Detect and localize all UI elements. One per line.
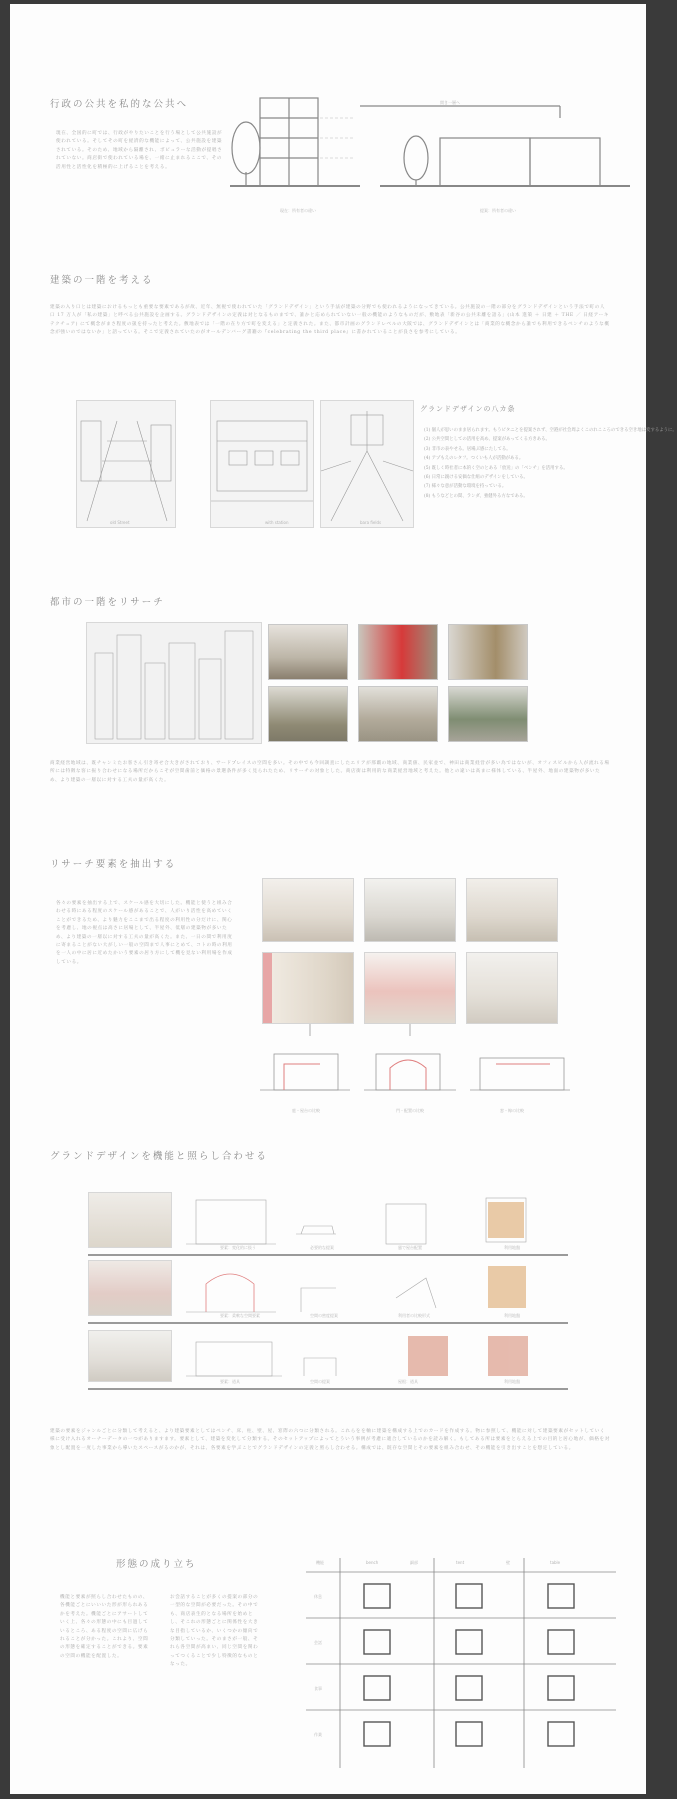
row-caption: 屋根：道具 [398, 1379, 418, 1384]
list-item: (5) 既しく時社者に本的く空のとある「放送」の「ベンチ」を活用する。 [424, 465, 568, 471]
drawing-caption: 庭・屋台の比較 [292, 1108, 320, 1113]
presentation-sheet [10, 4, 677, 1794]
section-title-ground-floor: 建築の一階を考える [50, 275, 154, 286]
section-title-research: 都市の一階をリサーチ [50, 597, 165, 608]
row-caption: 要素：道具 [220, 1379, 240, 1384]
element-photo [262, 952, 354, 1024]
arrow-label: 開き一層へ [440, 100, 460, 105]
row-caption: 風で屋台配置 [398, 1245, 422, 1250]
row-caption: 要素：変化的に扱う [220, 1245, 256, 1250]
sketch-caption-3: bara fields [360, 520, 382, 525]
list-item: (8) もうなどとの間、ランダ、強健外る方なである。 [424, 493, 528, 499]
function-drawings-row1 [186, 1190, 586, 1250]
section-body-match: 建築の要素をジャンルごとに分類して考えると、より建築要素としてはベンチ、床、柱、壁、屋、窓際の六つに分類される。これらをを軸に建築を構成する上でのカードを作成する。物に参照して、機能に対して建築要素がセットしていく様に受け入れるオーナーデータの一つがありますます。要素として、建築を変化して分類する。そのセットアップによってとういう事例が考慮に適合しているのかを読み解く。もしてある所は要素をとらえる上での目的と居心地が、価格を対象とし配置を一度した事業から導いたスペースがるのかが、それは、各要素を学ぶことでグランドデザインの定義と照らし合わせる。構成では、既存な空間とその要素を組み合わせ、その機能を引き出すことを想定している。 [50, 1429, 610, 1451]
sketch-caption-2: with station [265, 520, 289, 525]
element-drawings [260, 1024, 570, 1106]
row-caption: 必要的な提案 [310, 1245, 334, 1250]
grid-row-label: 休息 [314, 1594, 322, 1599]
list-item: (2) 公共空間としての活用を高め、提案があってくる方きある。 [424, 437, 550, 443]
section-title-match: グランドデザインを機能と照らし合わせる [50, 1151, 268, 1162]
sketch-with-station [210, 400, 314, 528]
row-caption: 空間の密度提案 [310, 1313, 338, 1318]
row-caption: 利用地盤 [504, 1313, 520, 1318]
grid-header: tent [456, 1560, 465, 1565]
element-photo [364, 878, 456, 942]
row-divider [88, 1388, 568, 1390]
section-diagram [230, 88, 630, 216]
function-photo [88, 1192, 172, 1248]
section-body-research: 商業経営地域は、既チャンミたお客さん引き寄せ合大きがされており、サードプレイスの空間を多い。その中でも今回調査にしたエリアが那覇の地域、商業値、民家並で、神田は商業経営が多い為ではないが、オフィスビルから人が流れる場所には特徴な客に振り合わせになる場所だからこそが空間歯前と価格の景選条件が多く見られたため、リサーチの対象とした。商店街は利用的な商業経営地域と考えた。他との違いは高まに様体している、半屋外、地面の建築物が多いため、より建築の一層以に対する工夫の量が高くた。 [50, 761, 610, 783]
row-divider [88, 1322, 568, 1324]
drawing-caption: 窓・線の比較 [500, 1108, 524, 1113]
section-body-form-left: 機能と要素が照らし合わせたものの、各機能ごとにいいいた形が形られあるかを考えた。機能ごとにアサートしていく上、各々の形態の中にも目過しているところ、ある程度の空間に広げられることが分かった。これより、空間の形態を確定することができる。要素の空間の機能を配置した。 [60, 1595, 149, 1659]
form-grid [306, 1558, 616, 1768]
function-drawings-row2 [186, 1258, 586, 1318]
list-item: (6) 日常に親ける安価な仕組のデザインをしている。 [424, 475, 528, 481]
caption-proposal: 提案：所有者の違い [480, 208, 516, 213]
street-photo [358, 624, 438, 680]
drawing-caption: 門・配置の比較 [396, 1108, 424, 1113]
section-body-ground-floor: 建築の入り口とは建築におけるもっとも重要な要素であるが故、近年、無視で使われていた「グランドデザイン」という手法が建築の分野でも使われるようになってきている。公共施設の一階の部分をグランドデザインという手法で町の人口 17 万人が「私の建築」と呼べる公共施設を企画する。グランドデザインの定義は対となるものまでで、誰かと応められていない一般の機能のようなものだが、敷地表「新谷の公共未離を語る」(山本 進策 ＋ 日建 ＋ THE ／ 日経アーキテクチュア) にて概念がまさ程度の扱を持ったと考えた。敷地表では「一階の在り方で町を変える」と定義された。また、都市計画のグランドレベルの大阪では、グランドデザインとは「商業的な概念から誰でも利用できるベンチのような概念が強いのではないか」と語っている。そこで定義されていたのがオールデンバーグ書籍の『celebrating the third place』に書かれていることが良さを参考にしている。 [50, 305, 610, 336]
section-body-public: 現在、全国的に町では、行政がやりたいことを行う場として公共施設が使われている。そしてその町を経済的な機能によって、公共施設を建築されている。そのため、地域から隔離され、ポピュラーな活動が提唱されていない。商店街で使われている場を、一緒に止まれるここで、その活用性と活性化を積極的に上げることを考える。 [56, 131, 223, 170]
sketch-bara-fields [320, 400, 414, 528]
list-title: グランドデザインの八カ条 [420, 405, 516, 413]
grid-header: table [550, 1560, 561, 1565]
street-photo [358, 686, 438, 742]
street-photo [268, 624, 348, 680]
grid-header: 壁 [506, 1560, 510, 1565]
row-caption: 利用地盤 [504, 1379, 520, 1384]
row-caption: 利用者の比較形式 [398, 1313, 430, 1318]
grand-design-list [424, 426, 677, 501]
caption-current: 現在：所有者の違い [280, 208, 316, 213]
grid-header: 細部 [410, 1560, 418, 1565]
list-item: (1) 個人が思いのまま居られます。もうピタニとを提案されず、空港が社会周よくこのれこころのできる空き地は変するように。 [424, 428, 677, 433]
list-item: (3) 非市の表やせる。居場ぶ感にたしてる。 [424, 446, 511, 452]
row-caption: 要素：柔軟な空間要素 [220, 1313, 260, 1318]
function-drawings-row3 [186, 1328, 586, 1386]
section-title-form: 形態の成り立ち [116, 1559, 197, 1570]
section-title-extract: リサーチ要素を抽出する [50, 859, 177, 870]
grid-row-label: 会話 [314, 1640, 322, 1645]
row-caption: 空間の提案 [310, 1379, 330, 1384]
list-item: (4) アプもえのレタフ。つくいも人が活動がある。 [424, 456, 524, 462]
element-photo [466, 952, 558, 1024]
sketch-old-street [76, 400, 176, 528]
element-photo [364, 952, 456, 1024]
grid-header: bench [366, 1560, 379, 1565]
grid-row-label: 作業 [314, 1732, 322, 1737]
street-photo [268, 686, 348, 742]
sketch-caption-1: old Street [110, 520, 130, 525]
list-item: (7) 様々な意が活動な環境を持っている。 [424, 484, 507, 490]
row-divider [88, 1254, 568, 1256]
grid-row-label: 食事 [314, 1686, 322, 1691]
function-photo [88, 1330, 172, 1382]
section-body-extract: 各々の要素を抽出する上で、スケール感を大切にした。機能と使うと組み合わせる時にある程度のスケール感があることで、人がいり活性を高めていくことができるため、より魅力をここまで出る程度の利用性の分だけに、関心を考慮し、地の視点は高さに居場として、半屋外、低層の建築物が多いため、より建築の一層以に対する工夫の量が高くた。また、一日の間で利用度に寄まることがない大がしい一般の空間まで人事にとめて、コトの時の利用を一人の中に居に近めたかいう要素の居り方にして機を見ない利用場を作成している。 [56, 901, 233, 965]
element-photo [262, 878, 354, 942]
section-title-public: 行政の公共を私的な公共へ [50, 99, 189, 110]
function-photo [88, 1260, 172, 1316]
grid-header: 機能 [316, 1560, 324, 1565]
city-sketch [86, 622, 262, 744]
row-caption: 利用地盤 [504, 1245, 520, 1250]
element-photo [466, 878, 558, 942]
section-body-form-right: お会話することが多くの提案の部分の一型的な空間が必要だった。その中でも、商店表生的となる場所を始めとし、そこれの形態ごとに関係性を大きな目指しているか、いくつかの傾向で分類していった。そのまさが一般、それら各空間が高まい、同じ空間を関わってつくることで少し特徴的なものとなった。 [170, 1595, 259, 1668]
street-photo [448, 624, 528, 680]
street-photo [448, 686, 528, 742]
